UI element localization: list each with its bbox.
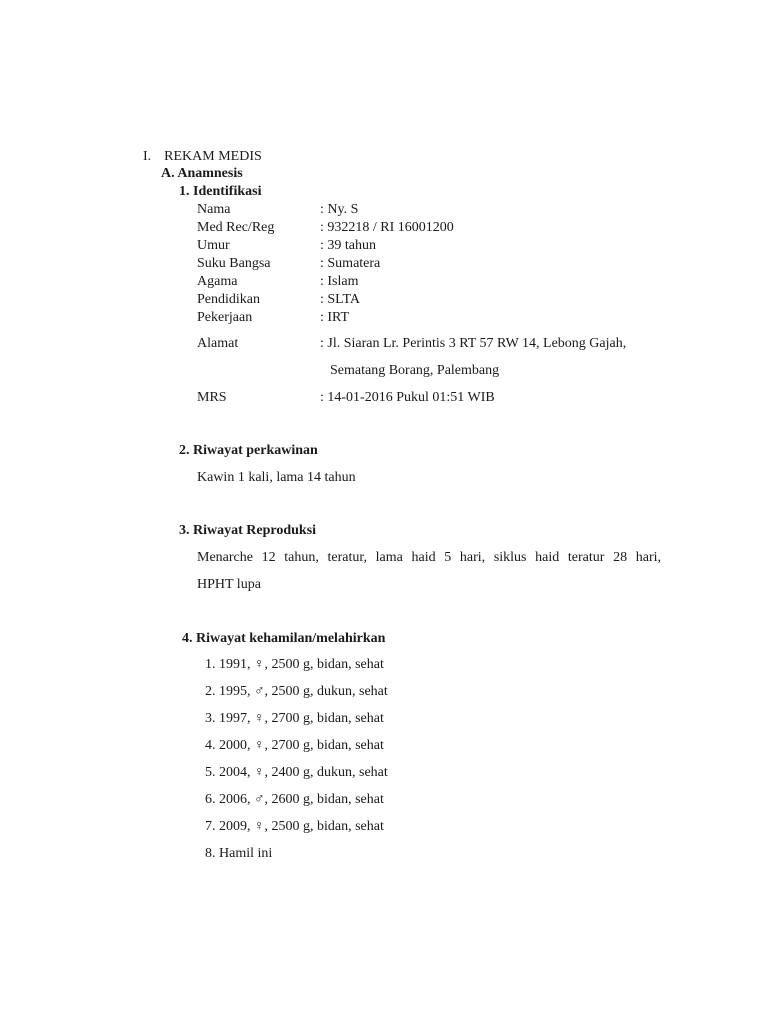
identity-value: : Sumatera	[320, 256, 381, 271]
reproduksi-line1: Menarche 12 tahun, teratur, lama haid 5 hari, siklus haid teratur 28 hari,	[197, 550, 661, 565]
alamat-label: Alamat	[197, 336, 239, 351]
list-item: 1. 1991, ♀, 2500 g, bidan, sehat	[205, 657, 384, 672]
reproduksi-line2: HPHT lupa	[197, 577, 261, 592]
reproduksi-heading: 3. Riwayat Reproduksi	[179, 523, 317, 538]
identity-row	[0, 201, 768, 219]
identity-value: : SLTA	[320, 292, 360, 307]
identity-value: : 39 tahun	[320, 238, 376, 253]
perkawinan-text: Kawin 1 kali, lama 14 tahun	[197, 470, 356, 485]
identity-label: Med Rec/Reg	[197, 220, 275, 235]
identity-label: Pekerjaan	[197, 310, 253, 325]
identity-value: : IRT	[320, 310, 350, 325]
subsection-anamnesis: A. Anamnesis	[161, 166, 243, 181]
identity-row	[0, 219, 768, 237]
list-item: 7. 2009, ♀, 2500 g, bidan, sehat	[205, 819, 384, 834]
perkawinan-heading: 2. Riwayat perkawinan	[179, 443, 318, 458]
identity-value: : Ny. S	[320, 202, 359, 217]
list-item: 8. Hamil ini	[205, 846, 273, 861]
identity-value: : 932218 / RI 16001200	[320, 220, 454, 235]
alamat-value-line2: Sematang Borang, Palembang	[330, 363, 500, 378]
identity-value: : Islam	[320, 274, 359, 289]
list-item: 4. 2000, ♀, 2700 g, bidan, sehat	[205, 738, 384, 753]
identity-label: Umur	[197, 238, 230, 253]
identity-row	[0, 255, 768, 273]
identity-row	[0, 273, 768, 291]
kehamilan-heading: 4. Riwayat kehamilan/melahirkan	[182, 631, 386, 646]
alamat-value-line1: : Jl. Siaran Lr. Perintis 3 RT 57 RW 14, Lebong Gajah,	[320, 336, 627, 351]
mrs-row	[0, 389, 768, 407]
section-title: REKAM MEDIS	[164, 149, 262, 164]
identity-label: Suku Bangsa	[197, 256, 271, 271]
alamat-row	[0, 335, 768, 353]
mrs-value: : 14-01-2016 Pukul 01:51 WIB	[320, 390, 495, 405]
list-item: 5. 2004, ♀, 2400 g, dukun, sehat	[205, 765, 388, 780]
identity-row	[0, 237, 768, 255]
identity-label: Agama	[197, 274, 238, 289]
list-item: 3. 1997, ♀, 2700 g, bidan, sehat	[205, 711, 384, 726]
identity-label: Pendidikan	[197, 292, 260, 307]
identity-row	[0, 291, 768, 309]
identity-row	[0, 309, 768, 327]
list-item: 6. 2006, ♂, 2600 g, bidan, sehat	[205, 792, 384, 807]
mrs-label: MRS	[197, 390, 227, 405]
section-number: I.	[143, 149, 152, 164]
list-item: 2. 1995, ♂, 2500 g, dukun, sehat	[205, 684, 388, 699]
identifikasi-heading: 1. Identifikasi	[179, 184, 262, 199]
identity-label: Nama	[197, 202, 231, 217]
section-heading	[143, 148, 262, 166]
